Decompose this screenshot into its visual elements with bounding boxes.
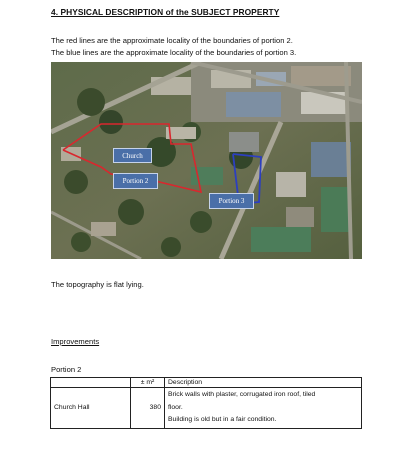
section-heading: 4. PHYSICAL DESCRIPTION of the SUBJECT PROPERTY xyxy=(51,7,280,17)
topography-text: The topography is flat lying. xyxy=(51,280,144,289)
description-line: Brick walls with plaster, corrugated iron roof, tiled xyxy=(168,391,316,398)
table-header-row xyxy=(51,378,362,388)
header-description-cell: Description xyxy=(165,378,362,388)
row-name-cell: Church Hall xyxy=(51,388,131,429)
aerial-photo-drawing xyxy=(51,62,362,259)
header-name-cell xyxy=(51,378,131,388)
improvements-heading: Improvements xyxy=(51,337,100,346)
row-area-cell: 380 xyxy=(131,388,165,429)
row-description-cell xyxy=(165,388,362,429)
blue-lines-note: The blue lines are the approximate locality of the boundaries of portion 3. xyxy=(51,48,297,57)
header-area-cell: ± m² xyxy=(131,378,165,388)
table-row xyxy=(51,388,362,429)
description-line: Building is old but in a fair condition. xyxy=(168,416,277,423)
improvements-table xyxy=(50,377,362,429)
aerial-photo xyxy=(51,62,362,259)
portion-3-map-label: Portion 3 xyxy=(209,193,254,209)
red-lines-note: The red lines are the approximate locality of the boundaries of portion 2. xyxy=(51,36,293,45)
description-line: floor. xyxy=(168,403,183,411)
church-map-label: Church xyxy=(113,148,152,163)
portion-2-map-label: Portion 2 xyxy=(113,173,158,189)
portion-label: Portion 2 xyxy=(51,365,82,374)
